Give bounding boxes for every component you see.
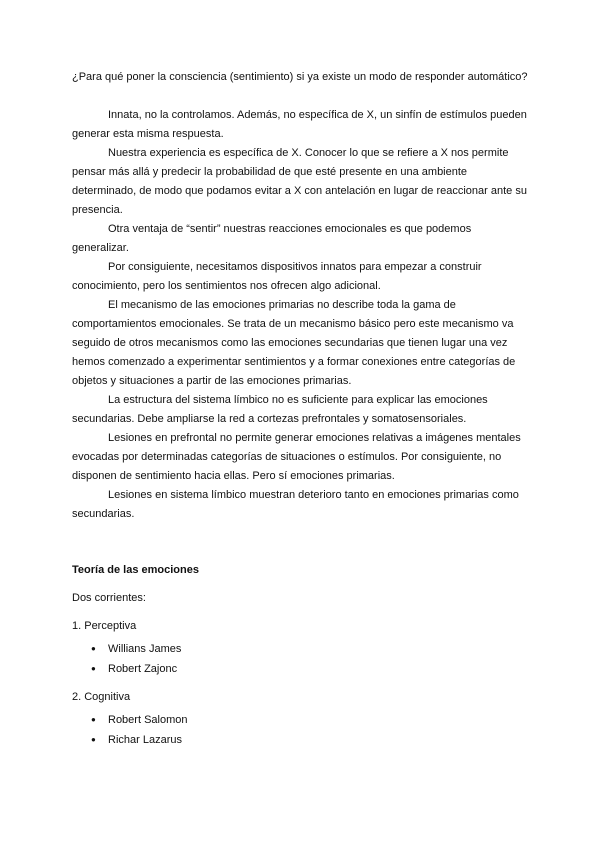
document-page — [72, 68, 528, 750]
list-item: ● Robert Zajonc — [108, 659, 528, 679]
paragraph-2: Nuestra experiencia es específica de X. Conocer lo que se refiere a X nos permite pensar más allá y predecir la probabilidad de que esté presente en una ambiente determinado, de modo que podamos evitar a X con antelación en lugar de reaccionar ante su presencia. — [72, 147, 527, 216]
subtitle: Dos corrientes: — [72, 592, 146, 604]
paragraph-4: Por consiguiente, necesitamos dispositivos innatos para empezar a construir conocimiento, pero los sentimientos nos ofrecen algo adicional. — [72, 261, 482, 292]
group-label-perceptiva: 1. Perceptiva — [72, 620, 137, 632]
question-paragraph: ¿Para qué poner la consciencia (sentimiento) si ya existe un modo de responder automático? — [72, 71, 528, 83]
list-item: ● Robert Salomon — [108, 710, 528, 730]
group-label-cognitiva: 2. Cognitiva — [72, 691, 131, 703]
paragraph-7: Lesiones en prefrontal no permite generar emociones relativas a imágenes mentales evocadas por determinadas categorías de situaciones o estímulos. Por consiguiente, no disponen de sentimiento hacia ellas. Pero sí emociones primarias. — [72, 432, 521, 482]
spacer — [72, 524, 528, 542]
paragraph-6: La estructura del sistema límbico no es suficiente para explicar las emociones secundarias. Debe ampliarse la red a cortezas prefrontales y somatosensoriales. — [72, 394, 488, 425]
section-heading: Teoría de las emociones — [72, 564, 199, 576]
list-perceptiva — [72, 639, 528, 679]
list-cognitiva — [72, 710, 528, 750]
list-item: ● Richar Lazarus — [108, 730, 528, 750]
paragraph-5: El mecanismo de las emociones primarias no describe toda la gama de comportamientos emocionales. Se trata de un mecanismo básico pero este mecanismo va seguido de otros mecanismos como las emociones secundarias que tienen lugar una vez hemos comenzado a experimentar sentimientos y a formar conexiones entre categorías de objetos y situaciones a partir de las emociones primarias. — [72, 299, 516, 387]
paragraph-3: Otra ventaja de “sentir” nuestras reacciones emocionales es que podemos generalizar. — [72, 223, 472, 254]
list-item: ● Willians James — [108, 639, 528, 659]
paragraph-8: Lesiones en sistema límbico muestran deterioro tanto en emociones primarias como secundarias. — [72, 489, 519, 520]
paragraph-1: Innata, no la controlamos. Además, no específica de X, un sinfín de estímulos pueden generar esta misma respuesta. — [72, 109, 527, 140]
